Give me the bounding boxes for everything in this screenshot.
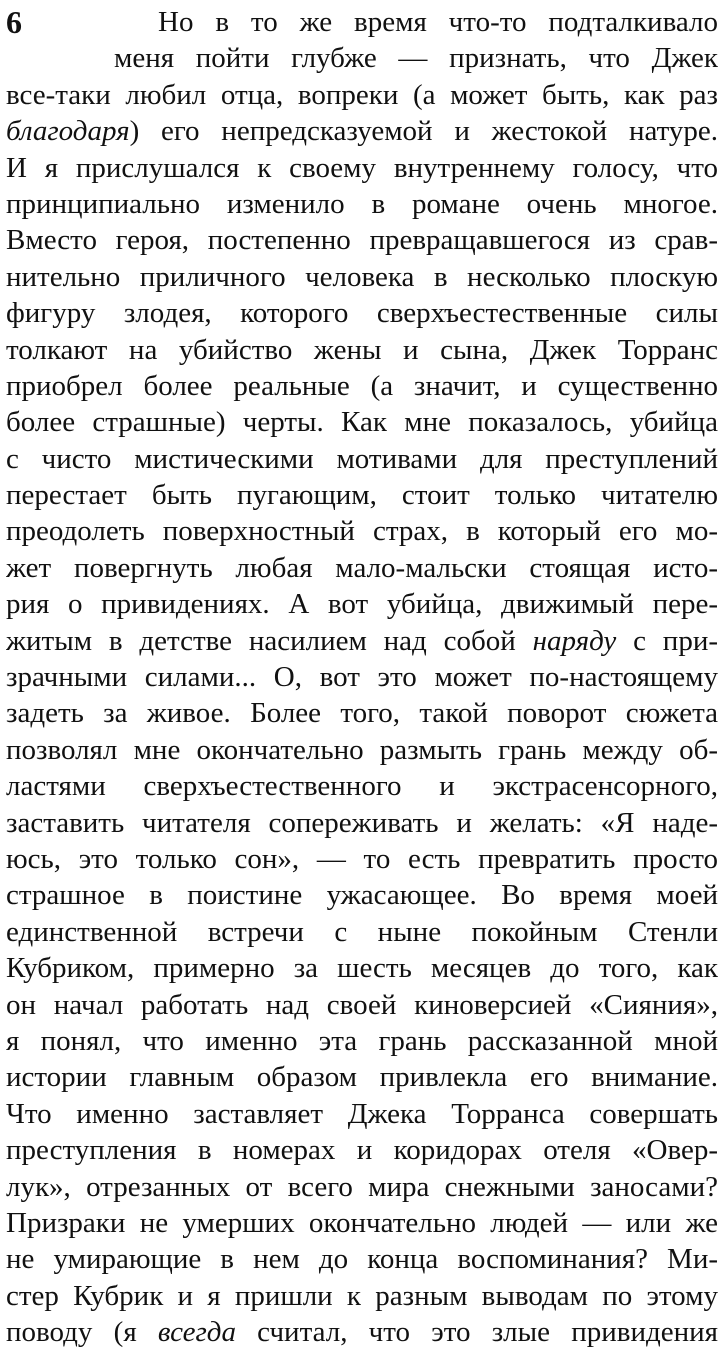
text-line	[6, 1314, 718, 1350]
text-line: Но в то же время что-то подталкивало	[158, 6, 718, 38]
text-line: ластями сверхъестественного и экстрасенсорного,	[6, 770, 718, 803]
text-line: зрачными силами... О, вот это может по-настоящему	[6, 661, 718, 694]
text-segment: ) его непредсказуемой и жестокой натуре.	[129, 115, 718, 148]
book-page	[6, 4, 718, 1350]
text-line: истории главным образом привлекла его внимание.	[6, 1061, 718, 1094]
text-line: более страшные) черты. Как мне показалось, убийца	[6, 406, 718, 439]
italic-emphasis: наряду	[532, 624, 617, 657]
text-body	[6, 4, 718, 1350]
text-segment: житым в детстве насилием над собой	[6, 624, 533, 657]
text-line: принципиально изменило в романе очень многое.	[6, 187, 718, 220]
text-line: стер Кубрик и я пришли к разным выводам по этому	[6, 1279, 718, 1312]
text-segment: поводу (я	[6, 1316, 158, 1349]
text-line: позволял мне окончательно размыть грань между об-	[6, 733, 718, 766]
text-line: он начал работать над своей киноверсией «Сияния»,	[6, 988, 718, 1021]
text-line: единственной встречи с ныне покойным Стенли	[6, 915, 718, 948]
text-line: юсь, это только сон», — то есть превратить просто	[6, 842, 718, 875]
text-line: жет повергнуть любая мало-мальски стоящая исто-	[6, 551, 718, 584]
text-line: все-таки любил отца, вопреки (а может быть, как раз	[6, 78, 718, 111]
text-segment: с при-	[616, 624, 718, 657]
text-line: приобрел более реальные (а значит, и существенно	[6, 369, 718, 402]
text-line: меня пойти глубже — признать, что Джек	[114, 42, 718, 75]
text-line: заставить читателя сопереживать и желать: «Я наде-	[6, 806, 718, 839]
text-line: нительно приличного человека в несколько плоскую	[6, 260, 718, 293]
italic-emphasis: благодаря	[6, 115, 130, 148]
page-number: 6	[6, 4, 22, 40]
text-line	[6, 623, 718, 659]
text-line: я понял, что именно эта грань рассказанной мной	[6, 1024, 718, 1057]
text-line: преступления в номерах и коридорах отеля «Овер-	[6, 1134, 718, 1167]
text-line: И я прислушался к своему внутреннему голосу, что	[6, 151, 718, 184]
text-line: Кубриком, примерно за шесть месяцев до того, как	[6, 952, 718, 985]
text-line	[6, 113, 718, 149]
text-segment: считал, что это злые привидения	[235, 1316, 718, 1349]
text-line: Что именно заставляет Джека Торранса совершать	[6, 1097, 718, 1130]
text-line: рия о привидениях. А вот убийца, движимый пере-	[6, 588, 718, 621]
text-line: лук», отрезанных от всего мира снежными заносами?	[6, 1170, 718, 1203]
text-line: фигуру злодея, которого сверхъестественные силы	[6, 297, 718, 330]
text-line: преодолеть поверхностный страх, в который его мо-	[6, 515, 718, 548]
text-line: Вместо героя, постепенно превращавшегося из срав-	[6, 224, 718, 257]
text-line: Призраки не умерших окончательно людей — или же	[6, 1206, 718, 1239]
text-line: не умирающие в нем до конца воспоминания? Ми-	[6, 1243, 718, 1276]
text-line: задеть за живое. Более того, такой поворот сюжета	[6, 697, 718, 730]
text-line: толкают на убийство жены и сына, Джек Торранс	[6, 333, 718, 366]
italic-emphasis: всегда	[157, 1316, 236, 1349]
text-line: перестает быть пугающим, стоит только читателю	[6, 479, 718, 512]
text-line: страшное в поистине ужасающее. Во время моей	[6, 879, 718, 912]
text-line: с чисто мистическими мотивами для преступлений	[6, 442, 718, 475]
